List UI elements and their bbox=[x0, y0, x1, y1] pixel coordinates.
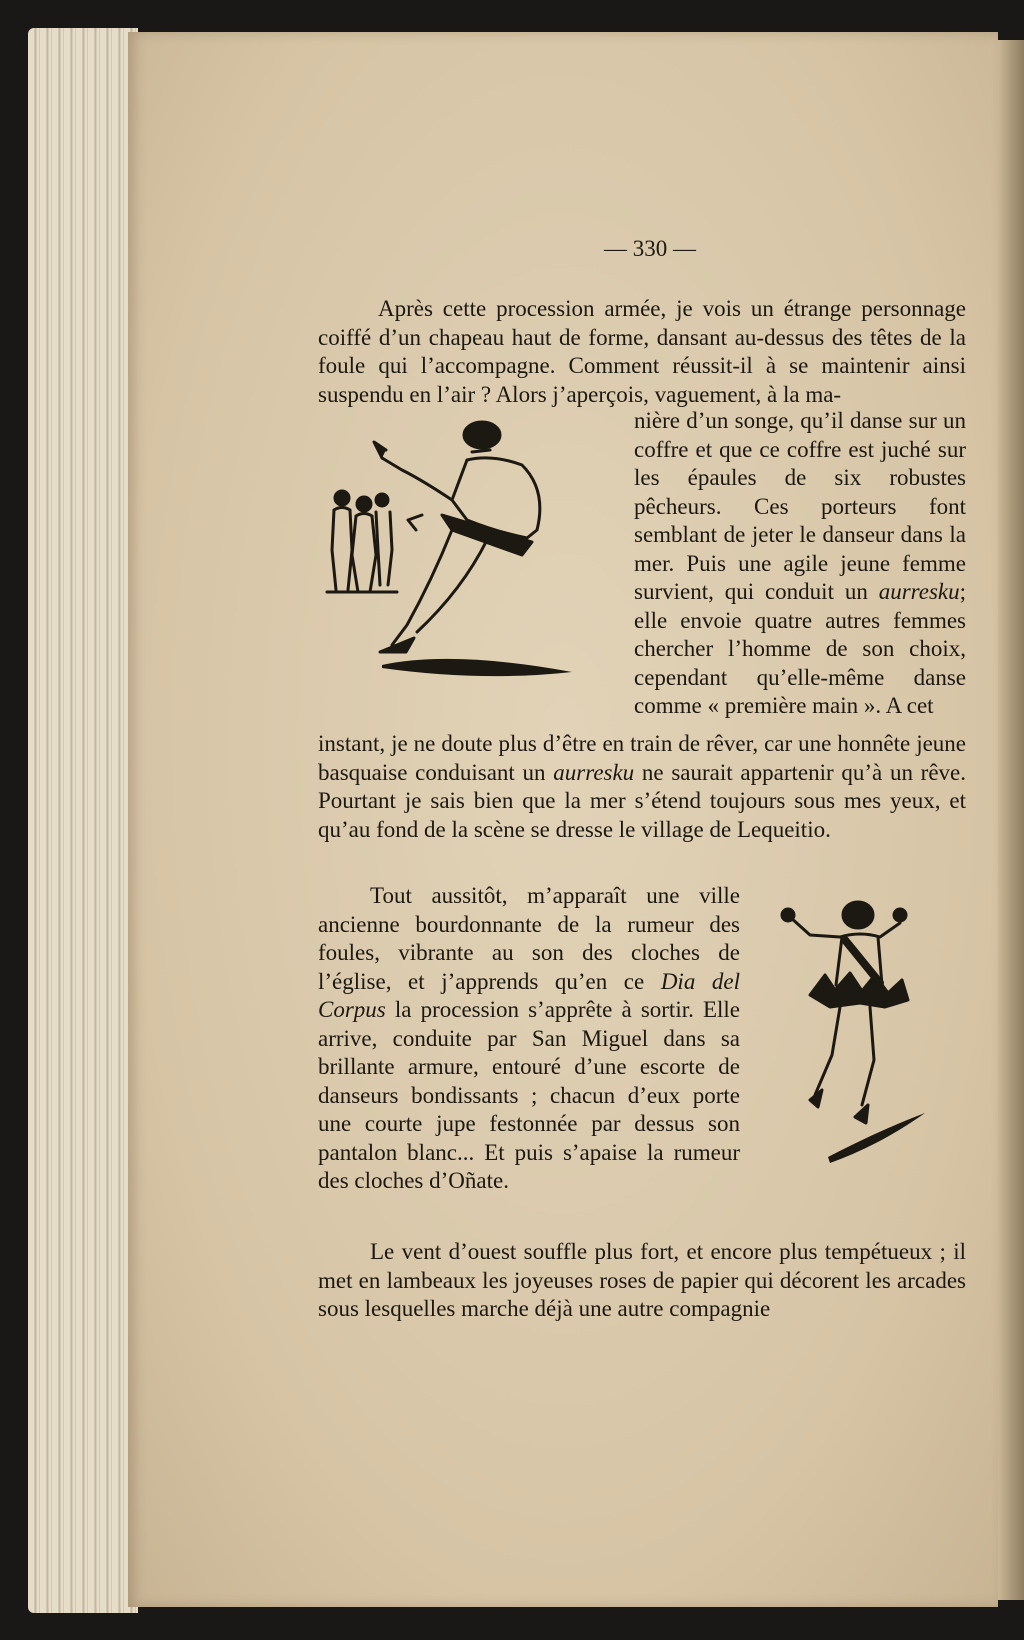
paragraph-intro: Après cette procession armée, je vois un étrange personnage coiffé d’un chapeau haut de forme, dansant au-dessus des têtes de la foule qui l’accompagne. Comment réussit-il à se maintenir ainsi suspendu en l’air ? Alors j’aperçois, vaguement, à la ma- bbox=[318, 296, 966, 407]
dancer-figure bbox=[374, 422, 540, 652]
ground-shadow-2 bbox=[828, 1113, 925, 1163]
dancer-skirt-illustration bbox=[770, 895, 970, 1205]
onlookers-group bbox=[327, 491, 397, 592]
page-stack-edges bbox=[28, 28, 138, 1613]
paragraph-third: Le vent d’ouest souffle plus fort, et encore plus tempétueux ; il met en lambeaux les joyeuses roses de papier qui décorent les arcades sous lesquelles marche déjà une autre compagnie bbox=[318, 1239, 966, 1321]
book-spine bbox=[998, 40, 1024, 1600]
dancer-kick-illustration bbox=[322, 420, 612, 715]
ground-shadow bbox=[382, 659, 572, 676]
paragraph-continuation: instant, je ne doute plus d’être en train de rêver, car une honnête jeune basquaise conduisant un aurresku ne saurait appartenir qu’à un rêve. Pourtant je sais bien que la mer s’étend toujours sous mes yeux, et qu’au fond de la scène se dresse le village de Lequeitio. bbox=[318, 731, 967, 842]
paragraph-second: Tout aussitôt, m’apparaît une ville ancienne bourdonnante de la rumeur des foules, vibrante au son des cloches de l’église, et j’apprends qu’en ce Dia del Corpus la procession s’apprête à sortir. Elle arrive, conduite par San Miguel dans sa brillante armure, entouré d’une escorte de danseurs bondissants ; chacun d’eux porte une courte jupe festonnée par dessus son pantalon blanc... Et puis s’apaise la rumeur des cloches d’Oñate. bbox=[318, 883, 741, 1193]
page-number: — 330 — bbox=[604, 236, 696, 261]
paragraph-wrap: nière d’un songe, qu’il danse sur un coffre et que ce coffre est juché sur les épaules de six robustes pêcheurs. Ces porteurs font semblant de jeter le danseur dans la mer. Puis une agile jeune femme survient, qui conduit un aurresku; elle envoie quatre autres femmes chercher l’homme de son choix, cependant qu’elle-même danse comme « première main ». A cet bbox=[634, 408, 967, 718]
